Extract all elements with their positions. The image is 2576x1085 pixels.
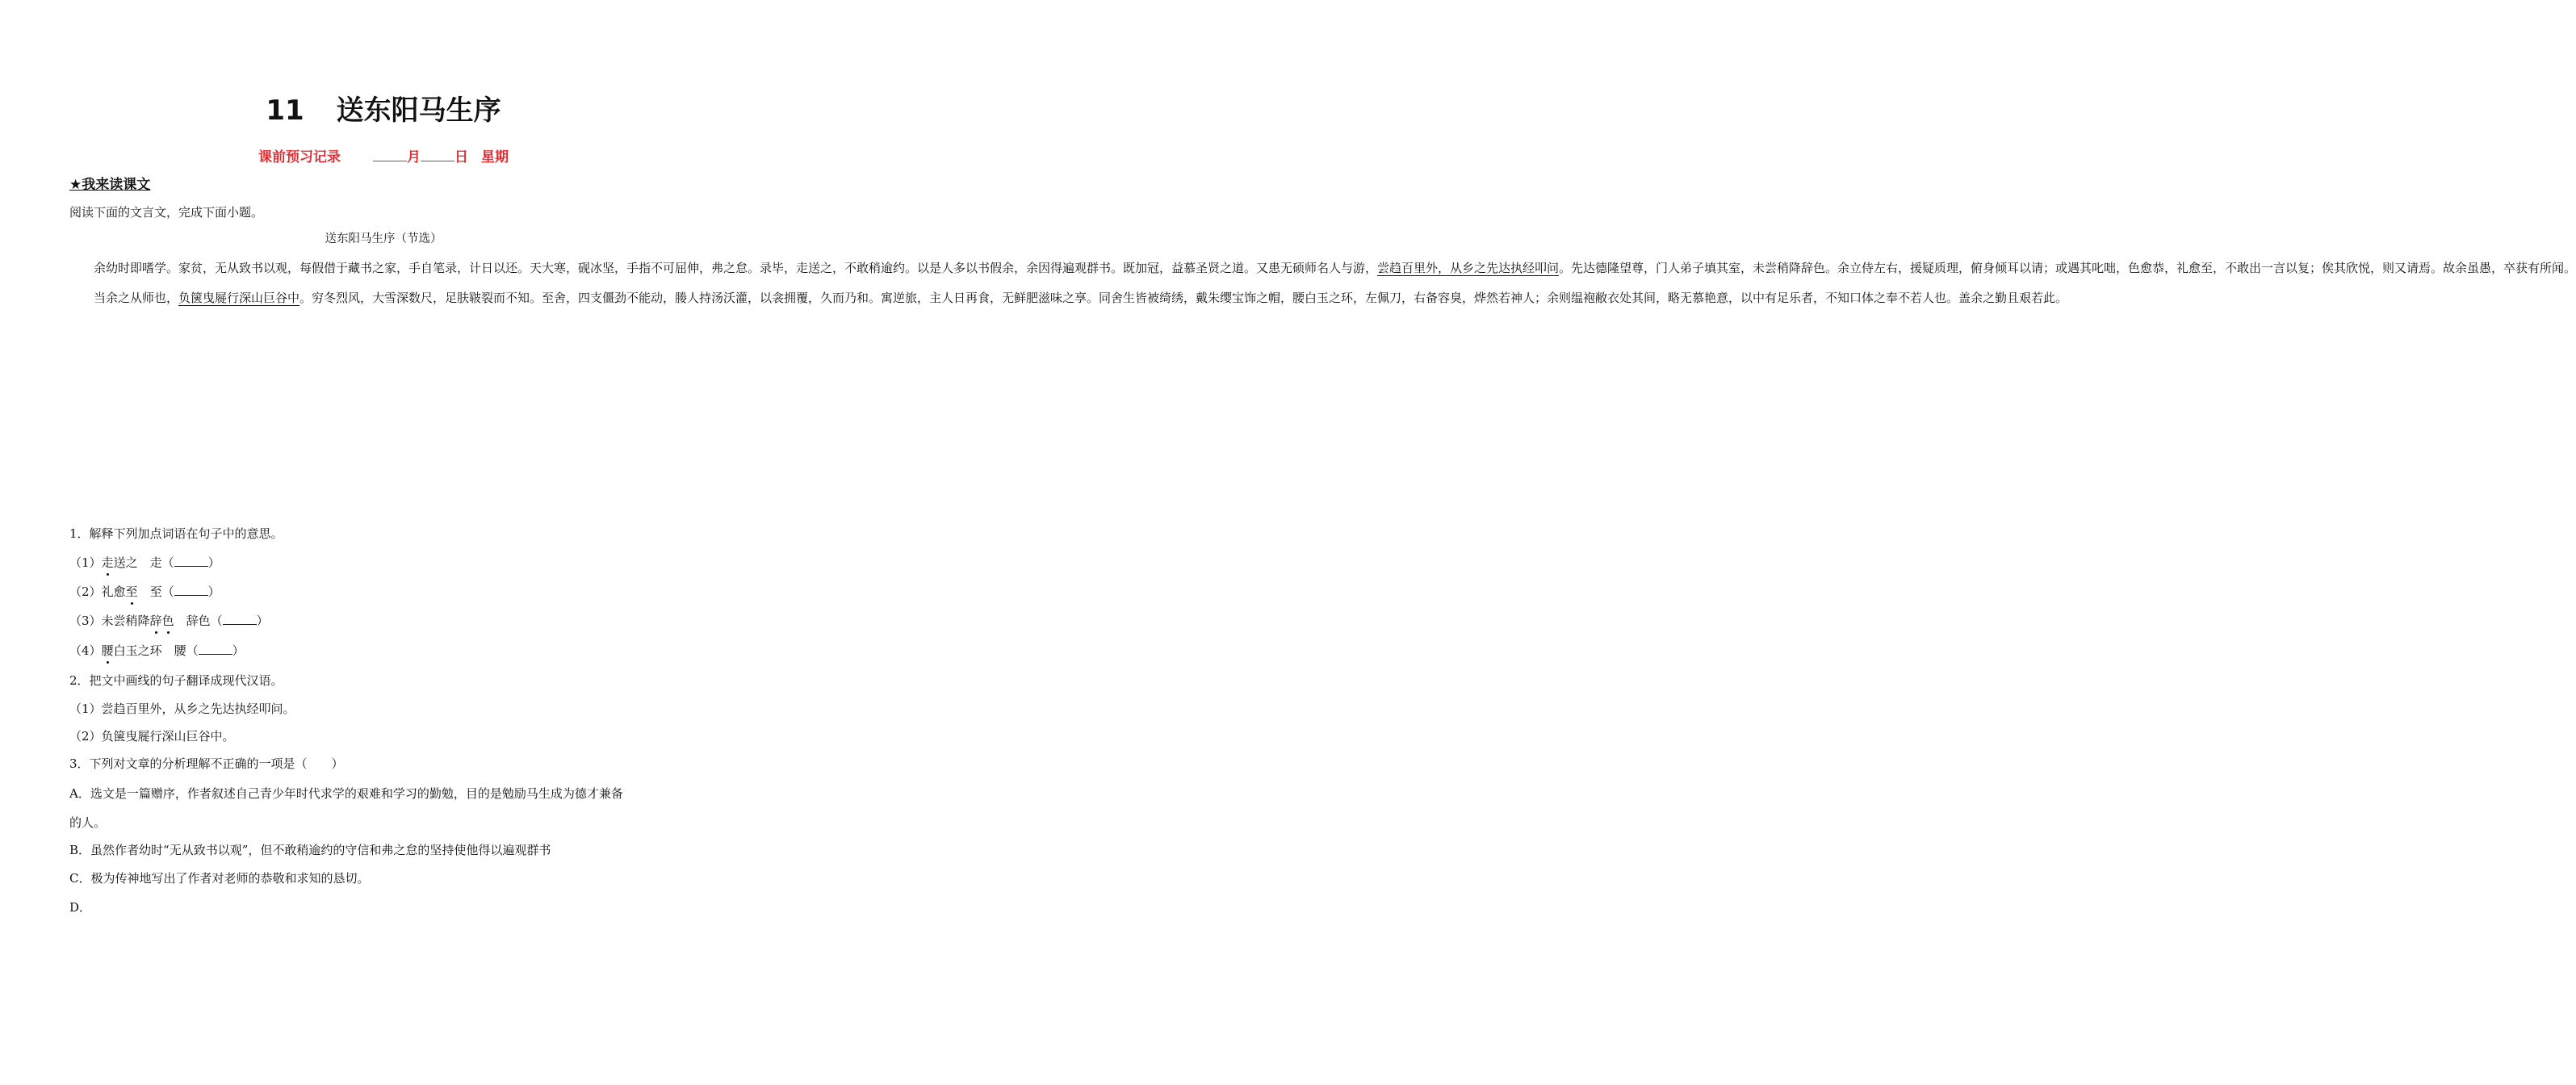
section-heading: ★我来读课文 bbox=[69, 177, 151, 193]
passage-title: 送东阳马生序（节选） bbox=[325, 232, 442, 245]
q1-item-1-close: ） bbox=[207, 555, 220, 570]
passage-paragraph-1 bbox=[69, 253, 2576, 283]
question-2-sentence-1: （1）尝趋百里外，从乡之先达执经叩问。 bbox=[69, 702, 295, 716]
question-1-item-4 bbox=[69, 641, 245, 660]
month-label: 月 bbox=[407, 149, 421, 165]
p1-text-b: 。先达德隆望尊，门人弟子填其室，未尝稍降辞色。余立侍左右，援疑质理，俯身倾耳以请；或遇其叱咄，色愈恭，礼愈至，不敢出一言以复；俟其欣悦，则又请焉。故余虽愚，卒获有所闻。 bbox=[1559, 261, 2576, 275]
day-blank[interactable] bbox=[421, 149, 454, 161]
p1-text-a: 余幼时即嗜学。家贫，无从致书以观，每假借于藏书之家，手自笔录，计日以还。天大寒，砚冰坚，手指不可屈伸，弗之怠。录毕，走送之，不敢稍逾约。以是人多以书假余，余因得遍观群书。既加冠，益慕圣贤之道。又患无硕师名人与游， bbox=[94, 261, 1378, 275]
dotted-word: 至 bbox=[126, 582, 138, 601]
question-3-option-c: C．极为传神地写出了作者对老师的恭敬和求知的恳切。 bbox=[69, 871, 370, 886]
q1-item-4-close: ） bbox=[232, 643, 245, 658]
q1-item-1-gloss: 走（ bbox=[149, 555, 174, 570]
lesson-name: 送东阳马生序 bbox=[336, 94, 501, 127]
q1-item-4-rest: 白玉之环 bbox=[113, 643, 162, 658]
dotted-word: 色 bbox=[162, 611, 174, 630]
record-label: 课前预习记录 bbox=[258, 149, 341, 165]
q1-item-1-rest: 送之 bbox=[113, 555, 138, 570]
q1-item-2-gloss: 至（ bbox=[149, 584, 174, 599]
q1-item-3-close: ） bbox=[256, 614, 269, 628]
lesson-title bbox=[0, 90, 767, 131]
question-3-option-a-cont: 的人。 bbox=[69, 815, 107, 830]
question-1-stem: 1．解释下列加点词语在句子中的意思。 bbox=[69, 526, 283, 541]
question-1-item-2 bbox=[69, 582, 220, 601]
dotted-word: 腰 bbox=[102, 641, 114, 660]
passage-body bbox=[69, 253, 2576, 313]
question-3-option-d: D． bbox=[69, 900, 92, 915]
answer-blank[interactable] bbox=[199, 642, 232, 655]
weekday-label: 星期 bbox=[481, 149, 509, 165]
question-3-option-b: B．虽然作者幼时“无从致书以观”，但不敢稍逾约的守信和弗之怠的坚持使他得以遍观群书 bbox=[69, 843, 551, 857]
question-2-sentence-2: （2）负箧曳屣行深山巨谷中。 bbox=[69, 729, 235, 744]
passage-paragraph-2 bbox=[69, 283, 2068, 313]
lesson-number: 11 bbox=[266, 94, 304, 127]
q1-item-3-num: （3）未尝稍降 bbox=[69, 614, 150, 628]
question-1-item-1 bbox=[69, 553, 220, 572]
preview-record-line bbox=[0, 147, 767, 168]
p2-text-a: 当余之从师也， bbox=[94, 291, 179, 305]
q1-item-4-gloss: 腰（ bbox=[174, 643, 199, 658]
month-blank[interactable] bbox=[373, 149, 407, 161]
answer-blank[interactable] bbox=[174, 583, 208, 596]
q1-item-1-num: （1） bbox=[69, 555, 102, 570]
question-2-stem: 2．把文中画线的句子翻译成现代汉语。 bbox=[69, 673, 283, 688]
q1-item-2-num: （2）礼愈 bbox=[69, 584, 126, 599]
dotted-word: 辞 bbox=[150, 611, 162, 630]
q1-item-3-gloss: 辞色（ bbox=[186, 614, 223, 628]
question-1-item-3 bbox=[69, 611, 269, 630]
day-label: 日 bbox=[454, 149, 468, 165]
question-3-stem: 3．下列对文章的分析理解不正确的一项是（ ） bbox=[69, 756, 344, 771]
q1-item-4-num: （4） bbox=[69, 643, 102, 658]
question-3-option-a: A．选文是一篇赠序，作者叙述自己青少年时代求学的艰难和学习的勤勉，目的是勉励马生成为德才兼备 bbox=[69, 786, 623, 801]
instruction-text: 阅读下面的文言文，完成下面小题。 bbox=[69, 205, 264, 220]
p1-underlined-sentence: 尝趋百里外，从乡之先达执经叩问 bbox=[1377, 261, 1560, 275]
dotted-word: 走 bbox=[102, 553, 114, 572]
p2-underlined-sentence: 负箧曳屣行深山巨谷中 bbox=[178, 291, 300, 305]
answer-blank[interactable] bbox=[223, 612, 257, 625]
p2-text-b: 。穷冬烈风，大雪深数尺，足肤皲裂而不知。至舍，四支僵劲不能动，媵人持汤沃灌，以衾拥覆，久而乃和。寓逆旅，主人日再食，无鲜肥滋味之享。同舍生皆被绮绣，戴朱缨宝饰之帽，腰白玉之环，左佩刀，右备容臭，烨然若神人；余则缊袍敝衣处其间，略无慕艳意，以中有足乐者，不知口体之奉不若人也。盖余之勤且艰若此。 bbox=[299, 291, 2068, 305]
answer-blank[interactable] bbox=[174, 554, 208, 567]
q1-item-2-close: ） bbox=[207, 584, 220, 599]
